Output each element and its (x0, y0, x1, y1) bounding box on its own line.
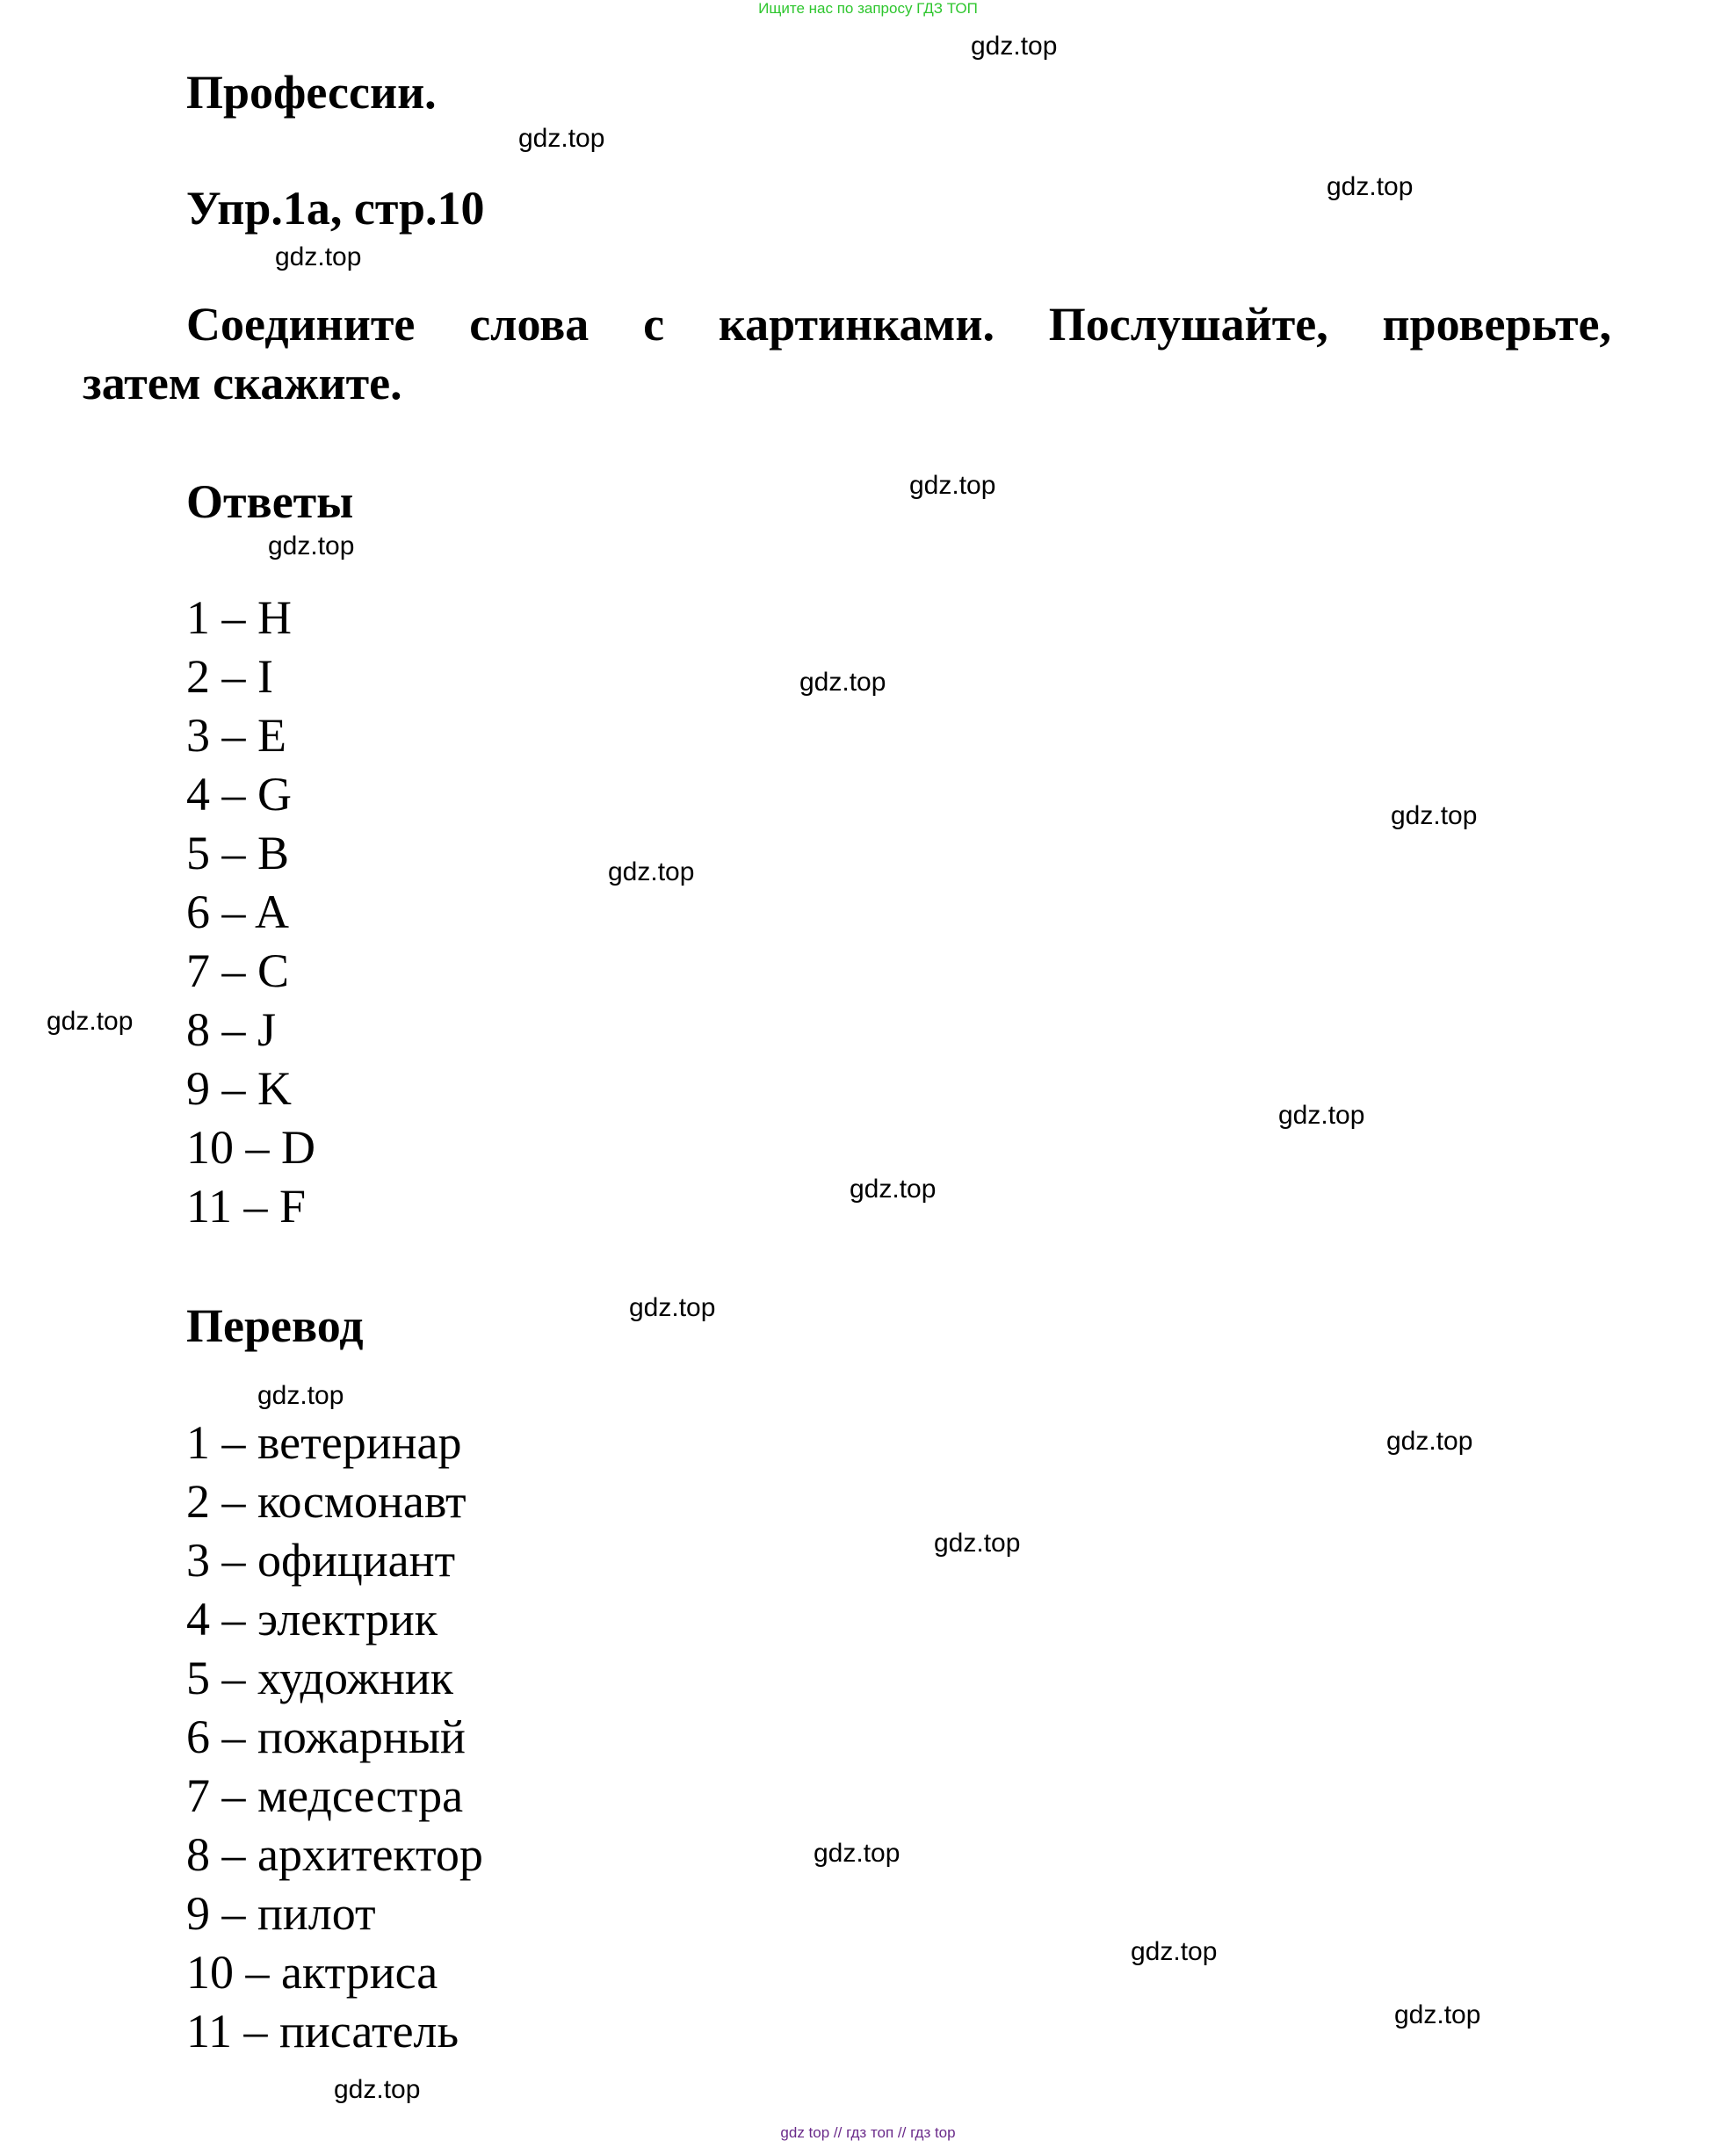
answers-heading: Ответы (186, 475, 354, 528)
list-item: 2 – I (186, 650, 273, 703)
watermark: gdz.top (850, 1175, 937, 1204)
list-item: 11 – F (186, 1180, 307, 1233)
top-banner: Ищите нас по запросу ГДЗ ТОП (758, 0, 978, 17)
exercise-instruction (83, 295, 1611, 413)
watermark: gdz.top (1327, 172, 1414, 201)
watermark: gdz.top (814, 1839, 901, 1868)
answers-list (186, 589, 315, 1236)
watermark: gdz.top (47, 1007, 134, 1036)
list-item: 10 – D (186, 1121, 315, 1174)
list-item: 5 – художник (186, 1652, 454, 1704)
watermark: gdz.top (608, 857, 695, 886)
exercise-title: Упр.1а, стр.10 (186, 182, 485, 235)
section-title: Профессии. (186, 66, 437, 119)
footer-watermark: gdz top // гдз топ // гдз top (780, 2124, 956, 2141)
list-item: 11 – писатель (186, 2005, 459, 2058)
instruction-line-2: затем скажите. (83, 357, 402, 409)
list-item: 1 – ветеринар (186, 1416, 462, 1469)
list-item: 2 – космонавт (186, 1475, 467, 1528)
list-item: 6 – A (186, 886, 290, 938)
watermark: gdz.top (334, 2075, 421, 2104)
watermark: gdz.top (1131, 1937, 1218, 1966)
watermark: gdz.top (629, 1293, 716, 1322)
list-item: 3 – официант (186, 1534, 456, 1587)
watermark: gdz.top (799, 668, 886, 697)
watermark: gdz.top (1391, 801, 1478, 830)
list-item: 6 – пожарный (186, 1710, 466, 1763)
list-item: 3 – E (186, 709, 286, 762)
list-item: 9 – пилот (186, 1887, 376, 1940)
list-item: 8 – J (186, 1003, 277, 1056)
watermark: gdz.top (257, 1381, 344, 1410)
watermark: gdz.top (518, 124, 605, 153)
watermark: gdz.top (268, 532, 355, 561)
watermark: gdz.top (1278, 1101, 1365, 1130)
list-item: 7 – C (186, 944, 290, 997)
list-item: 4 – G (186, 768, 292, 821)
list-item: 9 – K (186, 1062, 292, 1115)
watermark: gdz.top (275, 242, 362, 271)
watermark: gdz.top (971, 32, 1058, 61)
translation-list (186, 1414, 483, 2061)
instruction-line-1: Соедините слова с картинками. Послушайте, проверьте, (186, 298, 1611, 351)
list-item: 4 – электрик (186, 1593, 438, 1645)
translation-heading: Перевод (186, 1299, 364, 1352)
list-item: 5 – B (186, 827, 290, 879)
watermark: gdz.top (909, 471, 996, 500)
list-item: 10 – актриса (186, 1946, 438, 1999)
watermark: gdz.top (1386, 1427, 1473, 1456)
watermark: gdz.top (1394, 2000, 1481, 2029)
list-item: 7 – медсестра (186, 1769, 464, 1822)
list-item: 8 – архитектор (186, 1828, 483, 1881)
list-item: 1 – H (186, 591, 292, 644)
watermark: gdz.top (934, 1529, 1021, 1558)
